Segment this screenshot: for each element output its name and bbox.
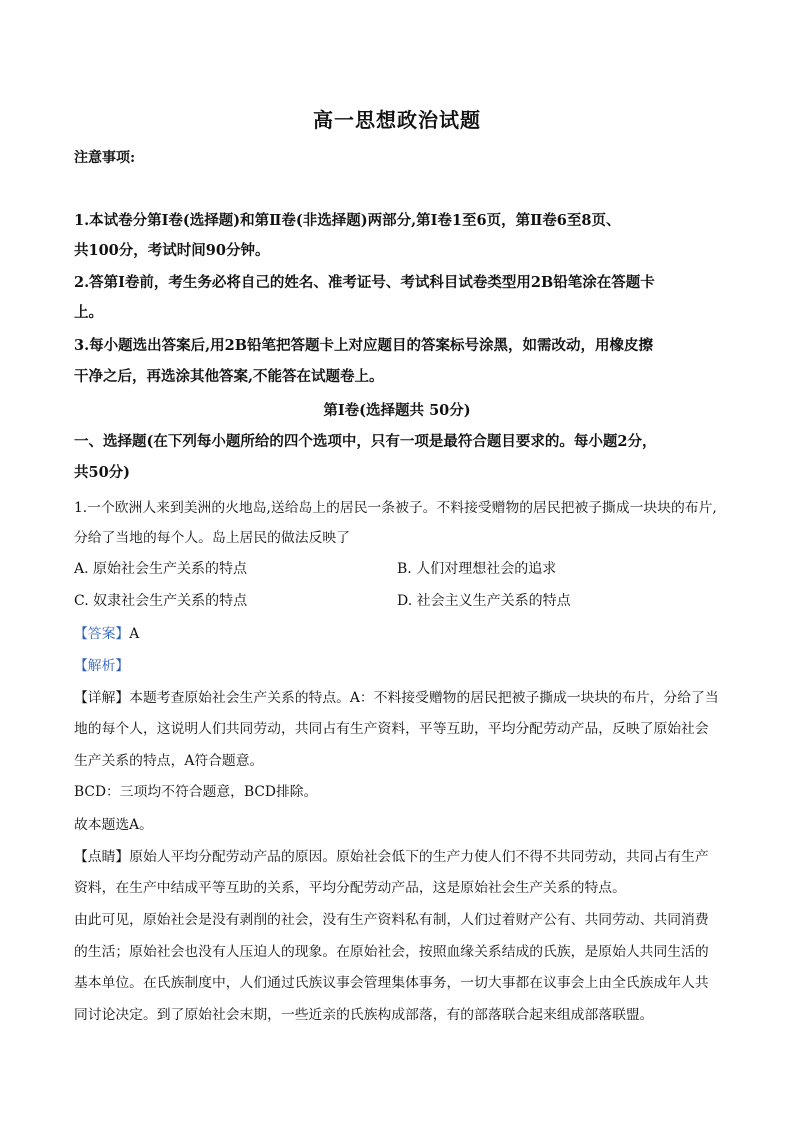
tip-text: 原始人平均分配劳动产品的原因。原始社会低下的生产力使人们不得不共同劳动，共同占有生产: [129, 849, 709, 865]
detail-line: 故本题选A。: [74, 817, 153, 833]
part-one-instructions: 一、选择题(在下列每小题所给的四个选项中，只有一项是最符合题目要求的。每小题2分，: [74, 433, 657, 450]
notice-line: 3.每小题选出答案后,用2B铅笔把答题卡上对应题目的答案标号涂黑，如需改动，用橡皮擦: [74, 337, 654, 354]
detail-line: 生产关系的特点，A符合题意。: [74, 753, 264, 769]
detail-line: BCD：三项均不符合题意，BCD排除。: [74, 784, 318, 800]
detail-line: [74, 686, 719, 706]
answer-line: [74, 622, 139, 642]
option-b: B. 人们对理想社会的追求: [397, 561, 557, 577]
question-stem: 1.一个欧洲人来到美洲的火地岛,送给岛上的居民一条被子。不料接受赠物的居民把被子撕成一块块的布片,: [74, 500, 717, 516]
analysis-tag: 【解析】: [74, 658, 130, 674]
option-a: A. 原始社会生产关系的特点: [74, 561, 248, 577]
detail-line: 地的每个人，这说明人们共同劳动，共同占有生产资料，平等互助，平均分配劳动产品，反映了原始社会: [74, 721, 709, 737]
tip-line: 由此可见，原始社会是没有剥削的社会，没有生产资料私有制，人们过着财产公有、共同劳动、共同消费: [74, 912, 709, 928]
tip-line: 基本单位。在氏族制度中，人们通过氏族议事会管理集体事务，一切大事都在议事会上由全氏族成年人共: [74, 975, 709, 991]
answer-value: A: [129, 626, 140, 642]
tip-line: 资料，在生产中结成平等互助的关系，平均分配劳动产品，这是原始社会生产关系的特点。: [74, 880, 626, 896]
tip-line: 的生活；原始社会也没有人压迫人的现象。在原始社会，按照血缘关系结成的氏族，是原始人共同生活的: [74, 944, 709, 960]
part-one-instructions: 共50分): [74, 464, 131, 481]
page-title: 高一思想政治试题: [313, 108, 481, 132]
section-title: 第Ⅰ卷(选择题共 50分): [323, 402, 471, 419]
notice-heading: 注意事项:: [74, 150, 136, 166]
notice-line: 1.本试卷分第Ⅰ卷(选择题)和第Ⅱ卷(非选择题)两部分,第Ⅰ卷1至6页，第Ⅱ卷6至8页、: [74, 212, 621, 229]
answer-tag: 【答案】: [74, 626, 130, 642]
notice-line: 上。: [74, 304, 103, 321]
detail-tag: 【详解】: [74, 690, 130, 706]
tip-line: [74, 845, 709, 865]
detail-text: 本题考查原始社会生产关系的特点。A：不料接受赠物的居民把被子撕成一块块的布片，分给了当: [129, 690, 719, 706]
option-c: C. 奴隶社会生产关系的特点: [74, 593, 248, 609]
question-stem: 分给了当地的每个人。岛上居民的做法反映了: [74, 530, 350, 546]
option-d: D. 社会主义生产关系的特点: [397, 593, 571, 609]
notice-line: 共100分，考试时间90分钟。: [74, 242, 270, 259]
tip-line: 同讨论决定。到了原始社会末期，一些近亲的氏族构成部落，有的部落联合起来组成部落联盟。: [74, 1007, 654, 1023]
tip-tag: 【点睛】: [74, 849, 130, 865]
notice-line: 干净之后，再选涂其他答案,不能答在试题卷上。: [74, 368, 384, 385]
notice-line: 2.答第Ⅰ卷前，考生务必将自己的姓名、准考证号、考试科目试卷类型用2B铅笔涂在答题卡: [74, 274, 655, 291]
